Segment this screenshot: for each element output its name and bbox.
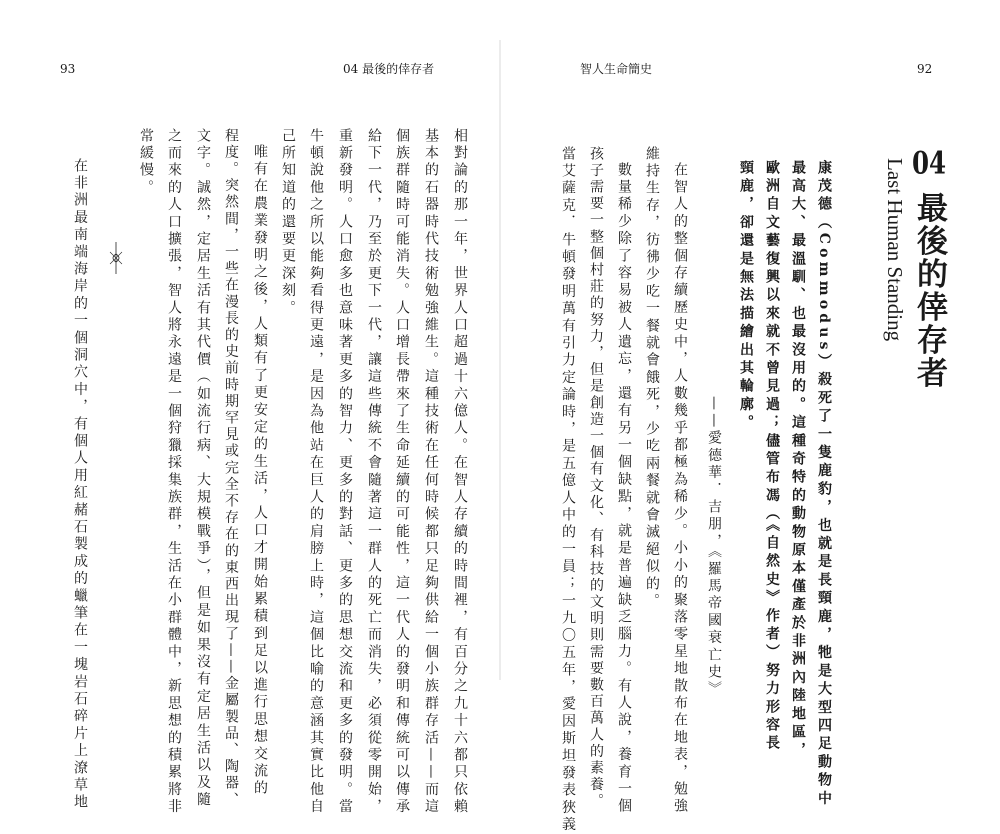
body-column: 唯有在農業發明之後，人類有了更安定的生活，人口才開始累積到足以進行思想交流的 [252,144,268,798]
body-column: 給下一代，乃至於更下一代，讓這些傳統不會隨著這一群人的死亡而消失，必須從零開始， [366,128,382,816]
body-column: 基本的石器時代技術勉強維生。這種技術在任何時候都只足夠供給一個小族群存活——而這 [423,128,439,816]
running-head-left: 04 最後的倖存者 [343,62,435,76]
epigraph-line: 康茂德（Commodus）殺死了一隻鹿豹，也就是長頸鹿，牠是大型四足動物中 [816,160,832,809]
left-page [0,0,500,816]
chapter-subtitle: Last Human Standing [883,158,907,342]
body-column: 在智人的整個存續歷史中，人數幾乎都極為稀少。小小的聚落零星地散布在地表，勉強 [672,162,688,816]
body-column: 在非洲最南端海岸的一個洞穴中，有個人用紅赭石製成的蠟筆在一塊岩石碎片上潦草地 [72,158,88,812]
epigraph-attribution: ——愛德華．吉朋，《羅馬帝國衰亡史》 [706,396,722,699]
body-column: 牛頓說他之所以能夠看得更遠，是因為他站在巨人的肩膀上時，這個比喻的意涵其實比他自 [308,128,324,816]
chapter-heading [912,148,946,390]
body-column: 孩子需要一整個村莊的努力，但是創造一個有文化、有科技的文明則需要數百萬人的素養。 [588,146,604,810]
body-column: 程度。突然間，一些在漫長的史前時期罕見或完全不存在的東西出現了——金屬製品、陶器、 [223,128,239,809]
body-column: 之而來的人口擴張，智人將永遠是一個狩獵採集族群，生活在小群體中，新思想的積累將非 [166,128,182,816]
epigraph-line: 歐洲自文藝復興以來就不曾見過；儘管布馮（《自然史》作者）努力形容長 [764,160,780,754]
epigraph-line: 頸鹿，卻還是無法描繪出其輪廓。 [738,160,754,433]
body-column: 個族群隨時可能消失。人口增長帶來了生命延續的可能性，這一代人的發明和傳統可以傳承 [394,128,410,816]
page-number-left: 93 [60,62,76,76]
body-column: 數量稀少除了容易被人遺忘，還有另一個缺點，就是普遍缺乏腦力。有人說，養育一個 [616,162,632,816]
section-break-ornament-icon [98,240,134,276]
page-number-right: 92 [917,62,933,76]
running-head-right: 智人生命簡史 [580,62,653,76]
body-column: 當艾薩克．牛頓發明萬有引力定論時，是五億人中的一員；一九〇五年，愛因斯坦發表狹義 [560,146,576,834]
body-column: 維持生存，彷彿少吃一餐就會餓死，少吃兩餐就會滅絕似的。 [644,146,660,611]
right-page [500,0,1000,834]
body-column: 常緩慢。 [138,128,154,197]
body-column: 文字。誠然，定居生活有其代價（如流行病、大規模戰爭），但是如果沒有定居生活以及隨 [195,128,211,809]
chapter-title: 最後的倖存者 [911,191,947,390]
body-column: 相對論的那一年，世界人口超過十六億人。在智人存續的時間裡，有百分之九十六都只依賴 [452,128,468,816]
chapter-number: 04 [911,148,947,179]
body-column: 重新發明。人口愈多也意味著更多的智力、更多的對話、更多的思想交流和更多的發明。當 [337,128,353,816]
epigraph-line: 最高大、最溫馴、也最沒用的。這種奇特的動物原本僅產於非洲內陸地區， [790,160,806,761]
body-column: 己所知道的還要更深刻。 [280,128,296,318]
